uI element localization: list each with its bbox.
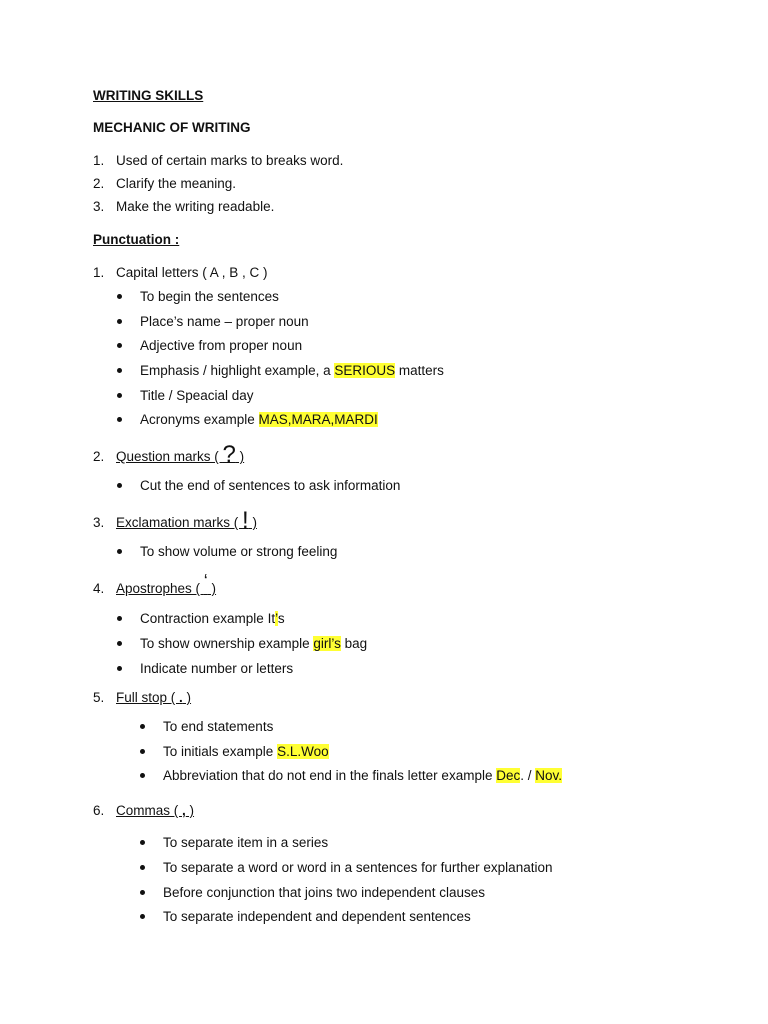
s3-bullet-1: To show volume or strong feeling <box>140 544 338 559</box>
s6-bullet-3: Before conjunction that joins two independent clauses <box>163 885 485 900</box>
list-number: 4. <box>93 581 105 596</box>
text-segment: ) <box>207 581 217 596</box>
section-2-heading <box>93 441 245 468</box>
bullet-icon <box>117 368 122 373</box>
section-4-heading <box>93 571 217 597</box>
highlighted-text: Dec <box>496 768 521 783</box>
bullet-icon <box>140 890 145 895</box>
text-segment: Full stop ( <box>116 690 180 705</box>
text-segment: Abbreviation that do not end in the finals letter example <box>163 768 497 783</box>
highlighted-text: ’ <box>275 611 278 626</box>
document-title: WRITING SKILLS <box>93 88 204 103</box>
text-segment: ) <box>235 449 245 464</box>
section-2-label <box>116 441 245 468</box>
text-segment: matters <box>395 363 444 378</box>
comma-symbol: , <box>182 803 186 818</box>
section-3-label <box>116 507 257 534</box>
text-segment: Question marks ( <box>116 449 223 464</box>
section-4-label <box>116 571 217 596</box>
bullet-icon <box>117 319 122 324</box>
list-number: 3. <box>93 199 105 214</box>
text-segment: Emphasis / highlight example, a <box>140 363 335 378</box>
bullet-icon <box>140 724 145 729</box>
s4-bullet-2 <box>140 636 367 652</box>
text-segment: Commas ( <box>116 803 183 818</box>
s5-bullet-3 <box>163 768 562 784</box>
bullet-icon <box>117 294 122 299</box>
s4-bullet-1 <box>140 611 285 627</box>
section-3-heading <box>93 507 257 534</box>
s1-bullet-5: Title / Speacial day <box>140 388 254 403</box>
text-segment: s <box>277 611 285 626</box>
bullet-icon <box>117 393 122 398</box>
bullet-icon <box>140 865 145 870</box>
section-1-label: Capital letters ( A , B , C ) <box>116 265 268 280</box>
list-number: 2. <box>93 176 105 191</box>
section-6-label <box>116 803 194 818</box>
s2-bullet-1: Cut the end of sentences to ask information <box>140 478 401 493</box>
list-number: 5. <box>93 690 105 705</box>
bullet-icon <box>140 773 145 778</box>
bullet-icon <box>117 616 122 621</box>
exclamation-mark-symbol: ! <box>242 507 249 534</box>
s6-bullet-1: To separate item in a series <box>163 835 329 850</box>
s5-bullet-1: To end statements <box>163 719 274 734</box>
list-number: 2. <box>93 449 105 464</box>
full-stop-symbol: . <box>179 690 183 705</box>
section-1-heading <box>93 265 268 281</box>
s1-bullet-3: Adjective from proper noun <box>140 338 303 353</box>
question-mark-symbol: ? <box>222 441 236 468</box>
s6-bullet-4: To separate independent and dependent sentences <box>163 909 471 924</box>
intro-item-2 <box>93 176 236 192</box>
text-segment: Apostrophes ( <box>116 581 204 596</box>
text-segment: ) <box>185 803 195 818</box>
highlighted-text: SERIOUS <box>334 363 396 378</box>
text-segment: Exclamation marks ( <box>116 515 243 530</box>
text-segment: ) <box>182 690 192 705</box>
highlighted-text: S.L.Woo <box>277 744 329 759</box>
text-segment: Contraction example It <box>140 611 276 626</box>
text-segment: ) <box>248 515 257 530</box>
intro-item-1 <box>93 153 343 169</box>
highlighted-text: MAS,MARA,MARDI <box>258 412 378 427</box>
section-5-label <box>116 690 191 705</box>
intro-item-3 <box>93 199 274 215</box>
list-text: Clarify the meaning. <box>116 176 237 191</box>
s1-bullet-6 <box>140 412 378 428</box>
bullet-icon <box>140 914 145 919</box>
bullet-icon <box>117 343 122 348</box>
bullet-icon <box>117 666 122 671</box>
text-segment: To initials example <box>163 744 278 759</box>
list-text: Used of certain marks to breaks word. <box>116 153 344 168</box>
section-6-heading <box>93 803 194 819</box>
bullet-icon <box>117 641 122 646</box>
highlighted-text: Nov. <box>535 768 563 783</box>
bullet-icon <box>117 483 122 488</box>
punctuation-heading: Punctuation : <box>93 232 180 247</box>
text-segment: bag <box>340 636 368 651</box>
s6-bullet-2: To separate a word or word in a sentences for further explanation <box>163 860 553 875</box>
bullet-icon <box>117 417 122 422</box>
list-number: 3. <box>93 515 105 530</box>
text-segment: Acronyms example <box>140 412 259 427</box>
bullet-icon <box>117 549 122 554</box>
bullet-icon <box>140 840 145 845</box>
list-number: 6. <box>93 803 105 818</box>
s1-bullet-1: To begin the sentences <box>140 289 279 304</box>
list-number: 1. <box>93 265 105 280</box>
bullet-icon <box>140 749 145 754</box>
apostrophe-symbol: ‘ <box>203 571 208 591</box>
list-number: 1. <box>93 153 105 168</box>
text-segment: . / <box>520 768 536 783</box>
highlighted-text: girl’s <box>313 636 341 651</box>
s4-bullet-3: Indicate number or letters <box>140 661 294 676</box>
s1-bullet-4 <box>140 363 444 379</box>
section-5-heading <box>93 690 191 706</box>
s1-bullet-2: Place’s name – proper noun <box>140 314 309 329</box>
list-text: Make the writing readable. <box>116 199 275 214</box>
text-segment: To show ownership example <box>140 636 314 651</box>
section-heading-mechanic: MECHANIC OF WRITING <box>93 120 251 135</box>
s5-bullet-2 <box>163 744 329 760</box>
